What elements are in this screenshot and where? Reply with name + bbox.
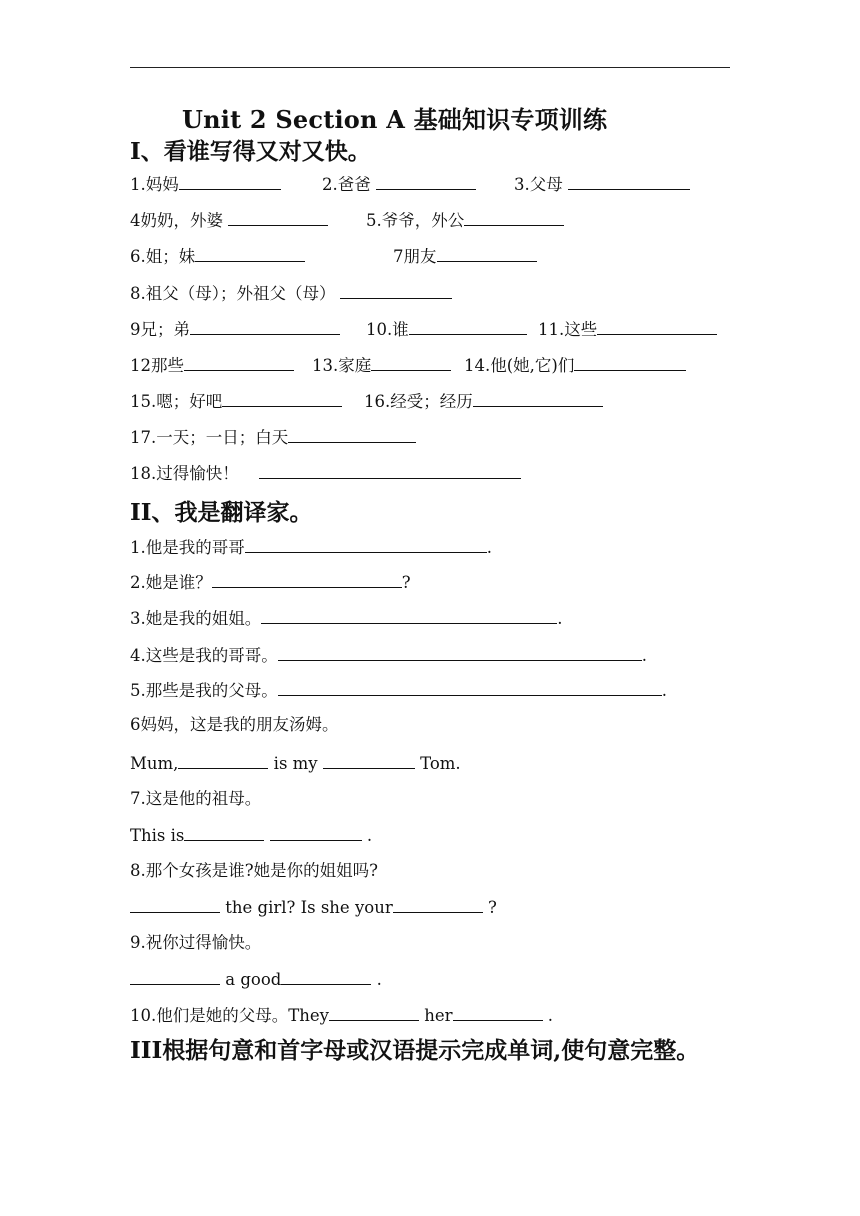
vocab-item: 14.他(她,它)们 [464, 354, 686, 377]
page-title: Unit 2 Section A 基础知识专项训练 [182, 105, 608, 134]
vocab-item: 6.姐；妹 [130, 245, 305, 268]
vocab-item: 10.谁 [366, 318, 527, 341]
header-rule [130, 67, 730, 68]
translation-item: 7.这是他的祖母。 [130, 789, 262, 808]
translation-item: 3.她是我的姐姐。 . [130, 609, 563, 628]
vocab-item: 1.妈妈 [130, 173, 281, 196]
translation-item: 6妈妈，这是我的朋友汤姆。 [130, 715, 339, 734]
translation-item: 9.祝你过得愉快。 [130, 933, 262, 952]
translation-item: 10.他们是她的父母。They her . [130, 1006, 553, 1025]
vocab-item: 2.爸爸 [322, 173, 476, 196]
vocab-item: 16.经受；经历 [364, 390, 603, 413]
vocab-item: 4奶奶，外婆 [130, 209, 328, 232]
translation-item: 8.那个女孩是谁?她是你的姐姐吗? [130, 861, 378, 880]
translation-item: the girl? Is she your ? [130, 896, 497, 919]
vocab-item: 7朋友 [393, 245, 537, 268]
translation-item: This is . [130, 826, 373, 845]
vocab-item: 17.一天；一日；白天 [130, 426, 416, 449]
vocab-item: 8.祖父（母）；外祖父（母） [130, 282, 452, 305]
vocab-item: 18.过得愉快！ [130, 462, 521, 485]
vocab-item: 3.父母 [514, 173, 690, 196]
vocab-item: 13.家庭 [312, 354, 451, 377]
translation-item: a good . [130, 968, 382, 991]
vocab-item: 5.爷爷，外公 [366, 209, 564, 232]
translation-item: 5.那些是我的父母。 . [130, 681, 667, 700]
vocab-item: 11.这些 [538, 318, 717, 341]
translation-item: Mum, is my Tom. [130, 754, 461, 773]
section3-heading: III根据句意和首字母或汉语提示完成单词,使句意完整。 [130, 1037, 700, 1064]
section2-heading: II、我是翻译家。 [130, 499, 313, 526]
section1-heading: I、看谁写得又对又快。 [130, 138, 371, 165]
vocab-item: 9兄；弟 [130, 318, 340, 341]
translation-item: 2.她是谁？ ? [130, 573, 411, 592]
vocab-item: 15.嗯；好吧 [130, 390, 342, 413]
translation-item: 1.他是我的哥哥 . [130, 538, 492, 557]
vocab-item: 12那些 [130, 354, 294, 377]
translation-item: 4.这些是我的哥哥。 . [130, 646, 647, 665]
